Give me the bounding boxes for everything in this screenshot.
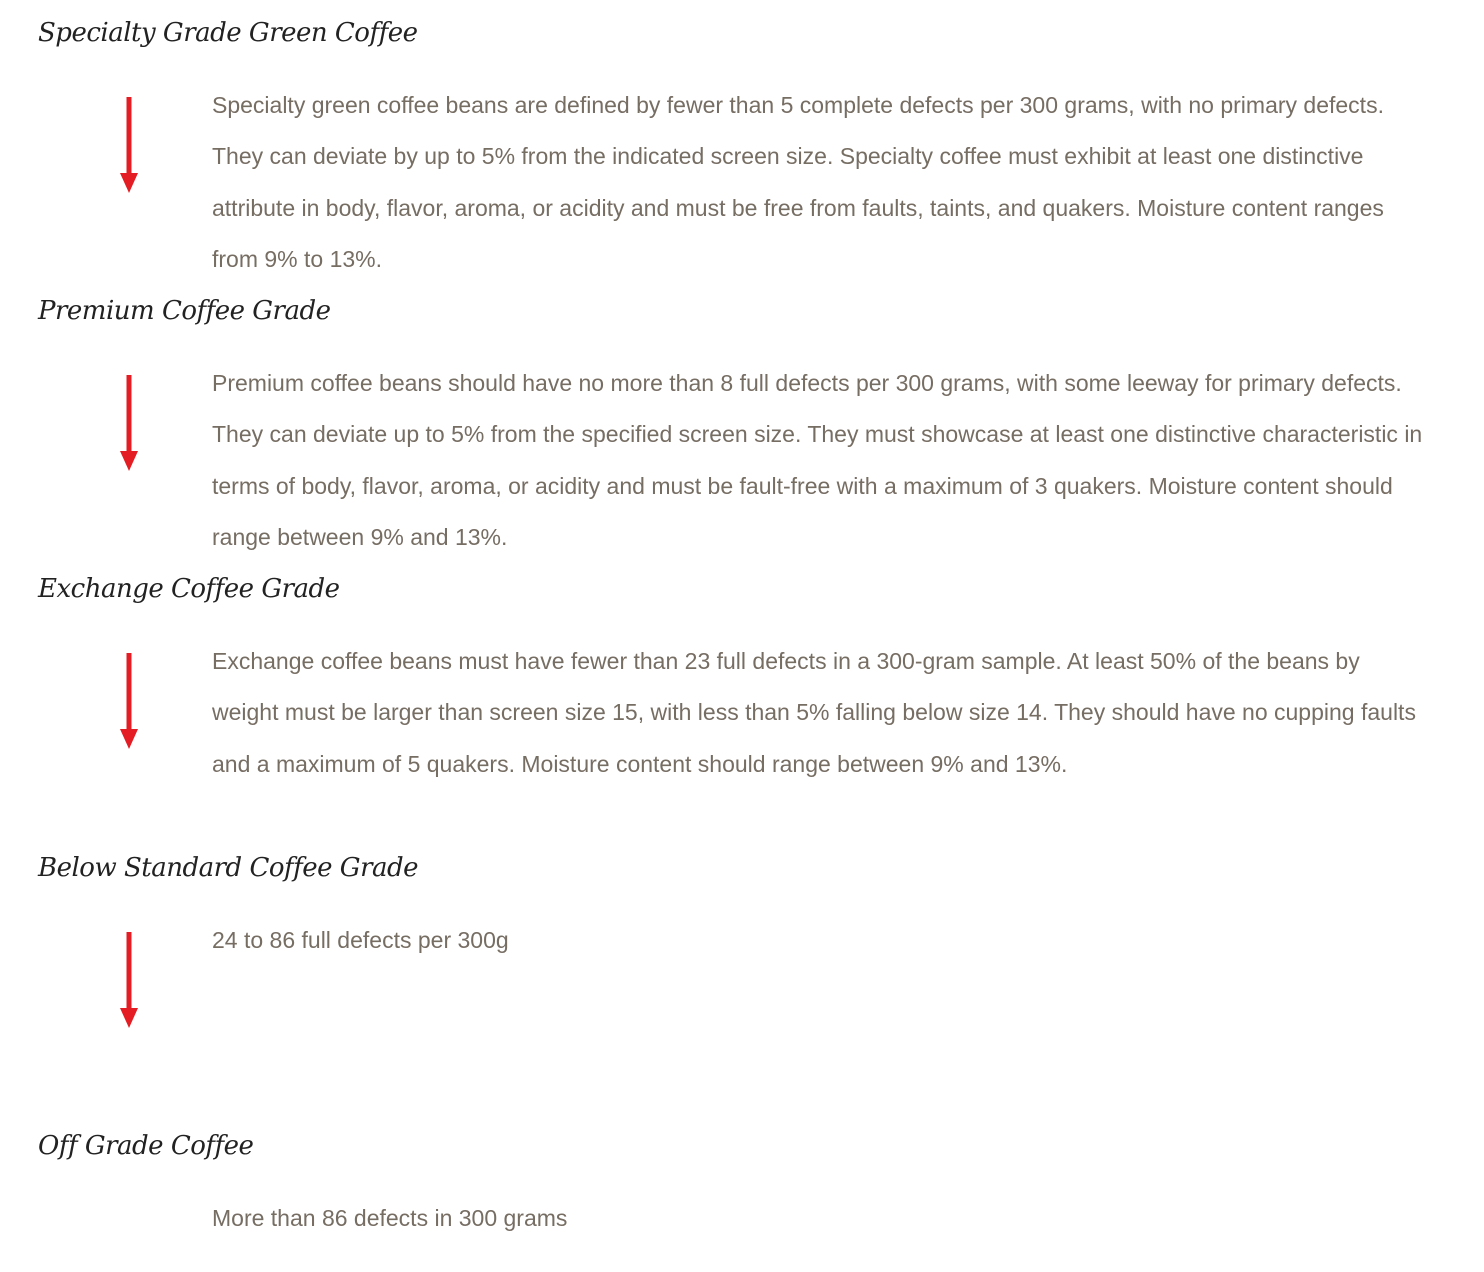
section-description: 24 to 86 full defects per 300g <box>212 927 509 953</box>
section-description: Exchange coffee beans must have fewer than 23 full defects in a 300-gram sample. At least 50% of the beans by weight must be larger than screen size 15, with less than 5% falling below size 14. They should have no cupping faults and a maximum of 5 quakers. Moisture content should range between 9% and 13%. <box>212 648 1416 777</box>
arrow-down-icon <box>119 653 139 750</box>
section-heading: Specialty Grade Green Coffee <box>38 18 418 48</box>
arrow-down-icon <box>119 932 139 1029</box>
arrow-down-icon <box>119 375 139 472</box>
section-heading: Premium Coffee Grade <box>38 296 331 326</box>
section-heading: Off Grade Coffee <box>38 1131 254 1161</box>
section-heading: Exchange Coffee Grade <box>38 574 340 604</box>
arrow-down-icon <box>119 97 139 194</box>
section-description: More than 86 defects in 300 grams <box>212 1205 568 1231</box>
section-heading: Below Standard Coffee Grade <box>38 853 419 883</box>
section-description: Premium coffee beans should have no more than 8 full defects per 300 grams, with some leeway for primary defects. They can deviate up to 5% from the specified screen size. They must showcase at least one distinctive characteristic in terms of body, flavor, aroma, or acidity and must be fault-free with a maximum of 3 quakers. Moisture content should range between 9% and 13%. <box>212 370 1423 550</box>
section-description: Specialty green coffee beans are defined by fewer than 5 complete defects per 300 grams, with no primary defects. They can deviate by up to 5% from the indicated screen size. Specialty coffee must exhibit at least one distinctive attribute in body, flavor, aroma, or acidity and must be free from faults, taints, and quakers. Moisture content ranges from 9% to 13%. <box>212 92 1384 272</box>
